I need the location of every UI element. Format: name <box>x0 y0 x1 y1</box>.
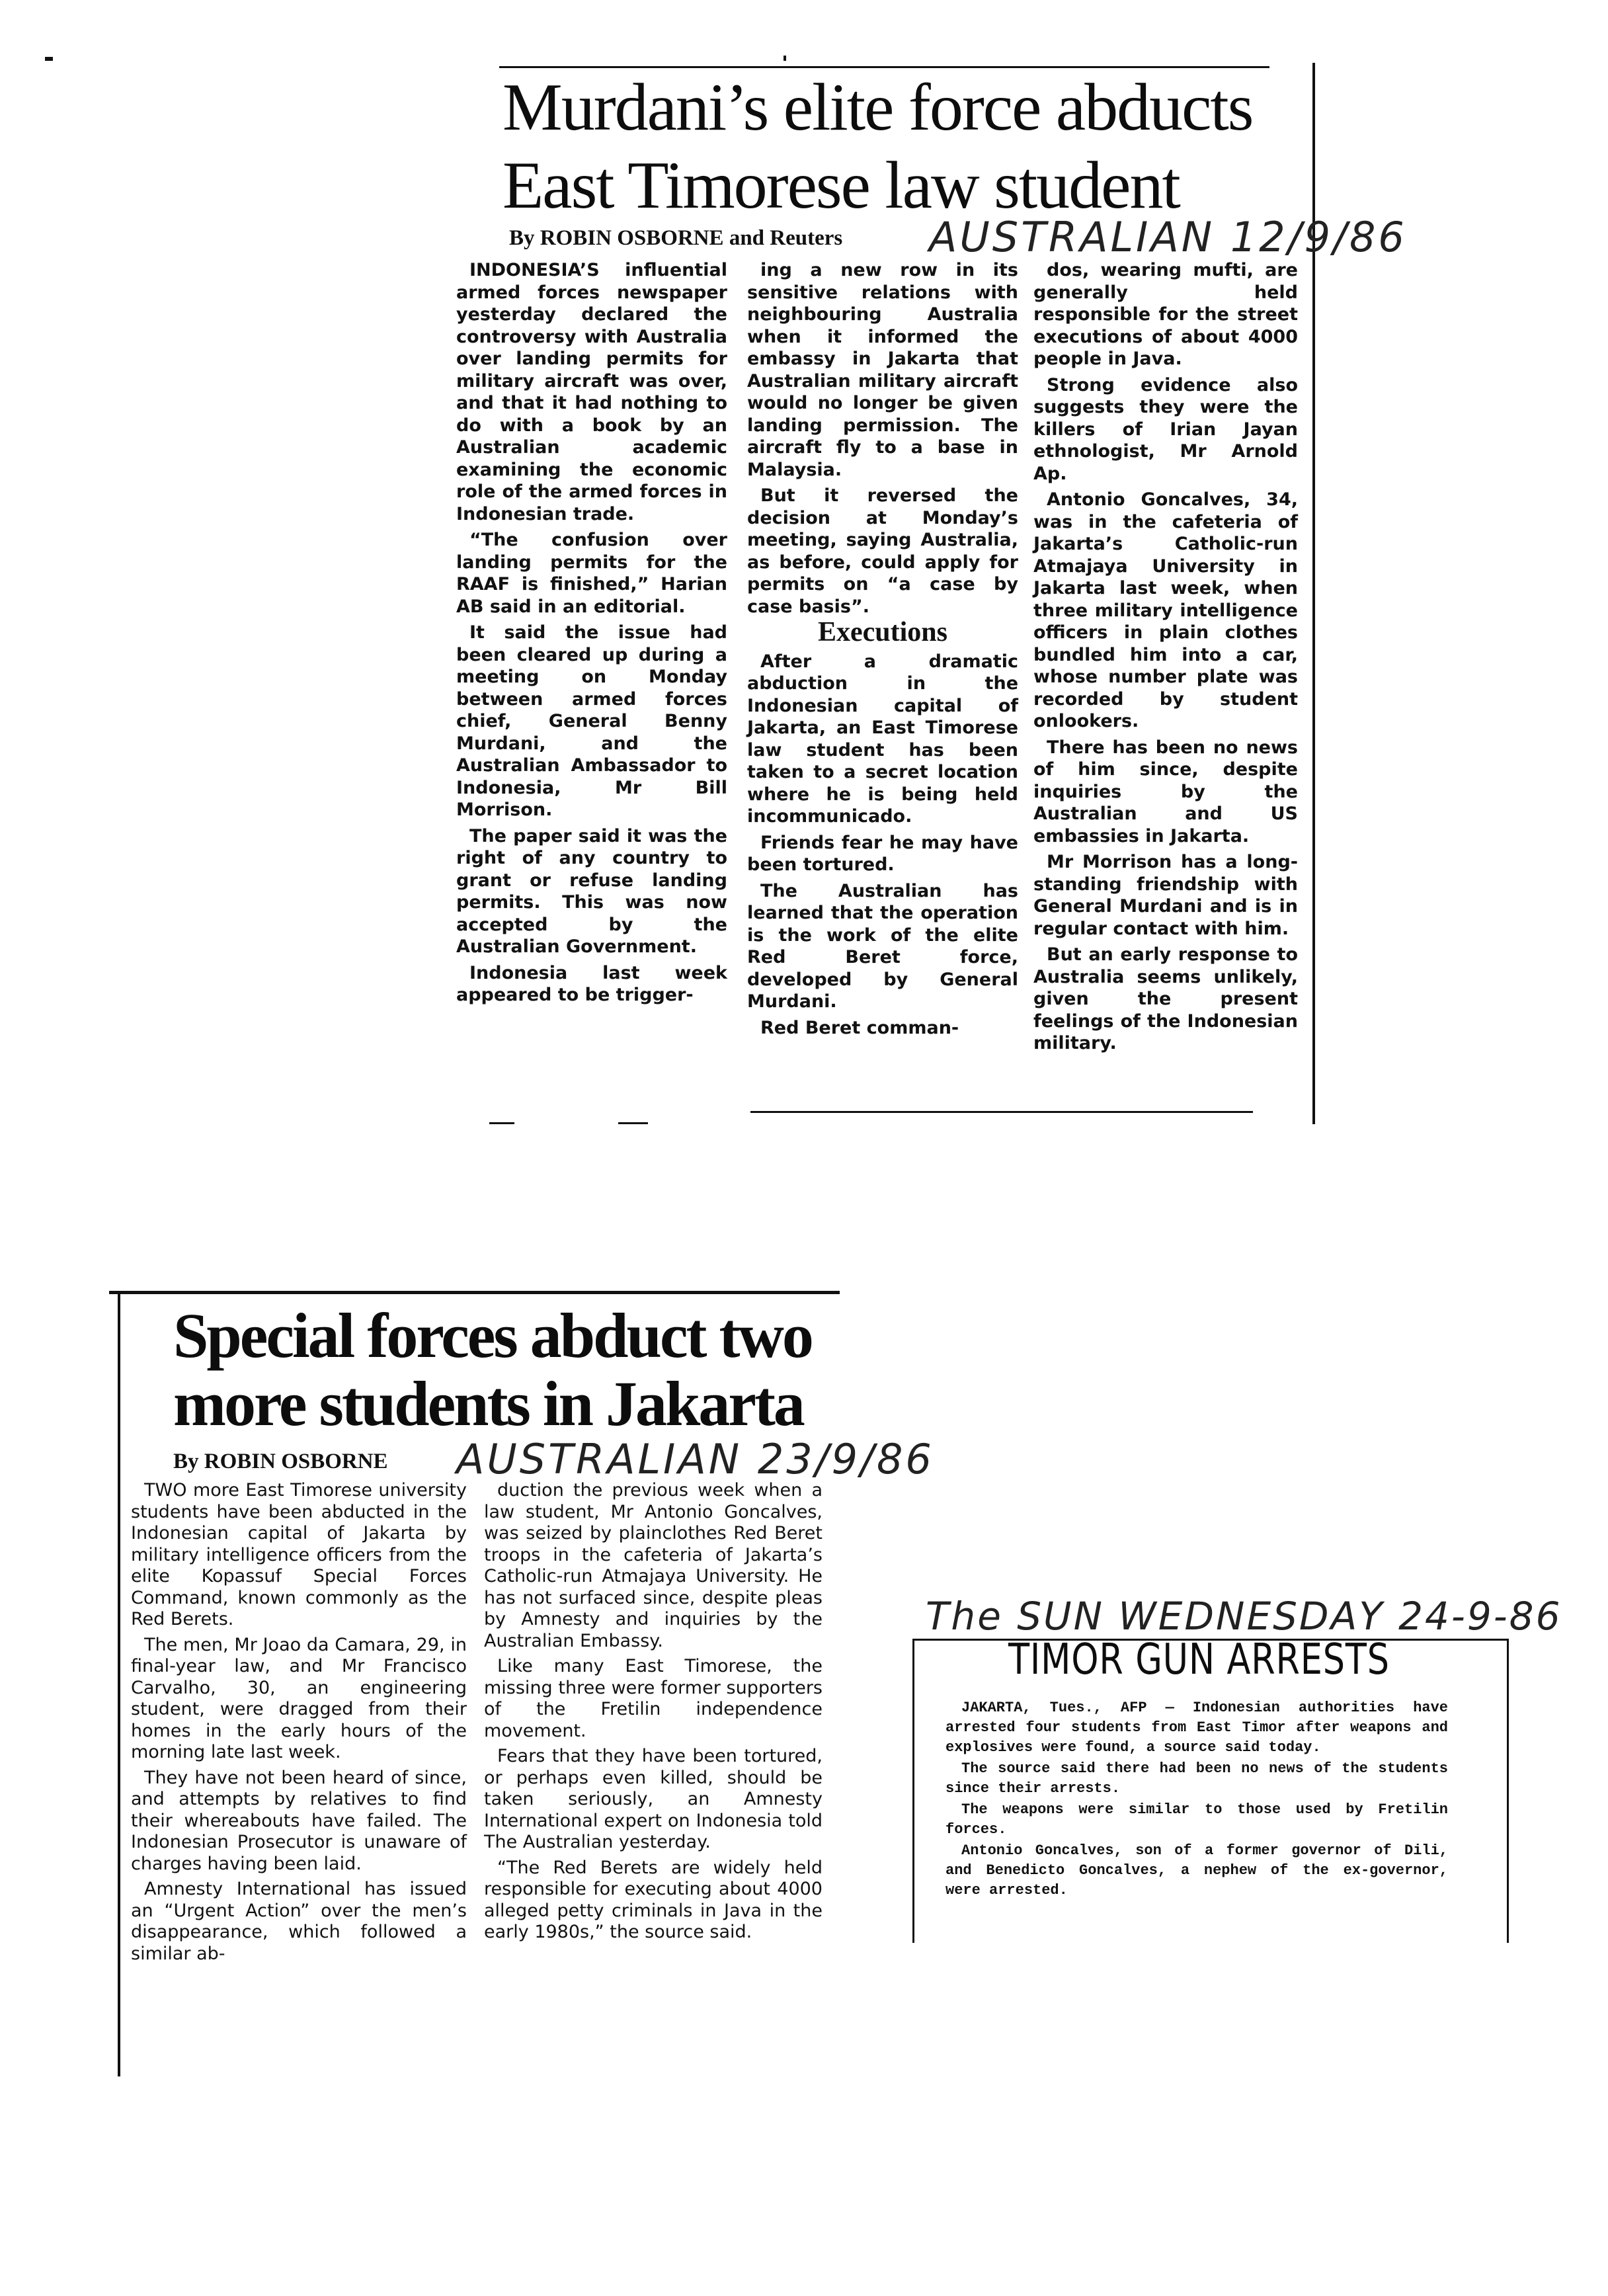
paragraph: There has been no news of him since, despite inquiries by the Australian and US embassies in Jakarta. <box>1033 737 1298 846</box>
byline: By ROBIN OSBORNE <box>173 1450 388 1473</box>
scan-speck <box>784 56 786 61</box>
paragraph: They have not been heard of since, and attempts by relatives to find their whereabouts have failed. The Indonesian Prosecutor is unaware of charges having been laid. <box>131 1767 467 1874</box>
paragraph: But it reversed the decision at Monday’s meeting, saying Australia, as before, could apply for permits on “a case by case basis”. <box>747 485 1018 617</box>
headline-line-1: Murdani’s elite force abducts <box>502 70 1253 145</box>
paragraph: Indonesia last week appeared to be trigger- <box>456 962 727 1005</box>
paragraph: Amnesty International has issued an “Urgent Action” over the men’s disappearance, which followed a similar ab- <box>131 1879 467 1964</box>
paragraph: The Australian has learned that the operation is the work of the elite Red Beret force, developed by General Murdani. <box>747 880 1018 1012</box>
paragraph: But an early response to Australia seems unlikely, given the present feelings of the Indonesian military. <box>1033 944 1298 1053</box>
article-1-column-3 <box>1033 259 1298 1059</box>
article-1-column-2 <box>747 259 1018 1043</box>
paragraph: The weapons were similar to those used by Fretilin forces. <box>945 1801 1448 1838</box>
paragraph: Fears that they have been tortured, or perhaps even killed, should be taken seriously, an Amnesty International expert on Indonesia told The Australian yesterday. <box>484 1746 823 1852</box>
scan-speck <box>45 57 53 61</box>
paragraph: After a dramatic abduction in the Indonesian capital of Jakarta, an East Timorese law student has been taken to a secret location where he is being held incommunicado. <box>747 651 1018 827</box>
paragraph: TWO more East Timorese university students have been abducted in the Indonesian capital of Jakarta by military intelligence officers from the elite Kopassuf Special Forces Command, known commonly as the Red Berets. <box>131 1480 467 1629</box>
handwritten-source-note: AUSTRALIAN 12/9/86 <box>929 213 1407 261</box>
left-border <box>118 1293 120 2076</box>
article-2-column-2 <box>484 1480 823 1948</box>
subheading-executions: Executions <box>817 617 947 647</box>
paragraph: Like many East Timorese, the missing three were former supporters of the Fretilin independence movement. <box>484 1656 823 1741</box>
paragraph: The source said there had been no news of the students since their arrests. <box>945 1760 1448 1797</box>
paragraph: The paper said it was the right of any country to grant or refuse landing permits. This was now accepted by the Australian Government. <box>456 825 727 957</box>
paragraph: “The Red Berets are widely held responsible for executing about 4000 alleged petty criminals in Java in the early 1980s,” the source said. <box>484 1857 823 1942</box>
paragraph: It said the issue had been cleared up during a meeting on Monday between armed forces chief, General Benny Murdani, and the Australian Ambassador to Indonesia, Mr Bill Morrison. <box>456 622 727 820</box>
paragraph: “The confusion over landing permits for the RAAF is finished,” Harian AB said in an editorial. <box>456 530 727 617</box>
bottom-rule <box>750 1111 1253 1113</box>
headline-line-2: East Timorese law student <box>502 148 1180 223</box>
paragraph: Antonio Goncalves, 34, was in the cafeteria of Jakarta’s Catholic-run Atmajaya University in Jakarta last week, when three military intelligence officers in plain clothes bundled him into a car, whose number plate was recorded by student onlookers. <box>1033 489 1298 731</box>
paragraph: The men, Mr Joao da Camara, 29, in final-year law, and Mr Francisco Carvalho, 30, an engineering student, were dragged from their homes in the early hours of the morning late last week. <box>131 1634 467 1762</box>
top-rule <box>499 66 1269 68</box>
headline-line-1: Special forces abduct two <box>173 1300 812 1371</box>
headline: TIMOR GUN ARRESTS <box>1008 1635 1390 1684</box>
article-1-column-1 <box>456 259 727 1010</box>
byline: By ROBIN OSBORNE and Reuters <box>509 226 843 250</box>
handwritten-source-note: The SUN WEDNESDAY 24-9-86 <box>926 1594 1562 1639</box>
top-rule <box>109 1291 840 1294</box>
bottom-rule-fragment <box>618 1122 648 1124</box>
article-2-column-1 <box>131 1480 467 1969</box>
bottom-rule-fragment <box>489 1122 514 1124</box>
paragraph: Friends fear he may have been tortured. <box>747 832 1018 875</box>
paragraph: INDONESIA’S influential armed forces newspaper yesterday declared the controversy with Australia over landing permits for military aircraft was over, and that it had nothing to do with a book by an Australian academic examining the economic role of the armed forces in Indonesian trade. <box>456 260 727 524</box>
paragraph: Red Beret comman- <box>760 1017 959 1038</box>
handwritten-source-note: AUSTRALIAN 23/9/86 <box>456 1435 934 1483</box>
paragraph: dos, wearing mufti, are generally held responsible for the street executions of about 4000 people in Java. <box>1033 260 1298 369</box>
paragraph: Mr Morrison has a long-standing friendship with General Murdani and is in regular contact with him. <box>1033 852 1298 939</box>
article-3-body <box>945 1698 1448 1902</box>
paragraph: Antonio Goncalves, son of a former governor of Dili, and Benedicto Goncalves, a nephew of the ex-governor, were arrested. <box>945 1842 1448 1899</box>
paragraph: JAKARTA, Tues., AFP — Indonesian authorities have arrested four students from East Timor after weapons and explosives were found, a source said today. <box>945 1700 1448 1756</box>
paragraph: Strong evidence also suggests they were the killers of Irian Jayan ethnologist, Mr Arnold Ap. <box>1033 374 1298 484</box>
headline-line-2: more students in Jakarta <box>173 1368 803 1439</box>
paragraph: duction the previous week when a law student, Mr Antonio Goncalves, was seized by plainclothes Red Beret troops in the cafeteria of Jakarta’s Catholic-run Atmajaya University. He has not surfaced since, despite pleas by Amnesty and inquiries by the Australian Embassy. <box>484 1480 823 1651</box>
paragraph: ing a new row in its sensitive relations with neighbouring Australia when it informed the embassy in Jakarta that Australian military aircraft would no longer be given landing permission. The aircraft fly to a base in Malaysia. <box>747 260 1018 480</box>
